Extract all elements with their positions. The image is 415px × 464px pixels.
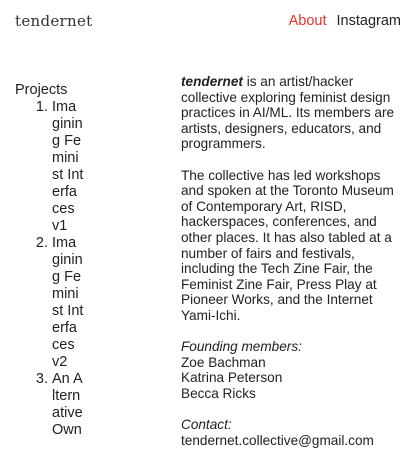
nav-instagram-link[interactable]: Instagram xyxy=(336,13,401,29)
top-nav xyxy=(283,13,401,29)
projects-list xyxy=(15,99,85,439)
project-link-ifi-v1[interactable]: Imagining Feminist Interfaces v1 xyxy=(52,99,84,234)
project-item xyxy=(15,235,85,371)
project-link-ifi-v2[interactable]: Imagining Feminist Interfaces v2 xyxy=(52,235,84,370)
projects-sidebar xyxy=(15,82,85,439)
contact-label: Contact: xyxy=(181,417,232,433)
founder-name: Katrina Peterson xyxy=(181,370,283,386)
project-link-alternative-own[interactable]: An Alternative Own xyxy=(52,371,83,438)
founders-block xyxy=(181,339,403,401)
about-content xyxy=(181,74,403,464)
project-number: 1 . xyxy=(15,99,48,235)
brand-name: tendernet xyxy=(181,74,243,89)
project-item xyxy=(15,371,85,439)
site-logo[interactable]: tendernet xyxy=(15,12,93,30)
history-paragraph: The collective has led workshops and spoken at the Toronto Museum of Contemporary Art, RISD, hackerspaces, conferences, and other places. It has also tabled at a number of fairs and festivals, including the Tech Zine Fair, the Feminist Zine Fair, Press Play at Pioneer Works, and the Internet Yami-Ichi. xyxy=(181,167,394,323)
nav-about-link[interactable]: About xyxy=(288,13,327,29)
intro-paragraph xyxy=(181,74,403,152)
contact-block xyxy=(181,417,403,448)
founder-name: Zoe Bachman xyxy=(181,354,266,370)
intro-text: is an artist/hacker collective exploring feminist design practices in AI/ML. Its members are artists, designers, educators, and programmers. xyxy=(181,74,395,152)
contact-email-link[interactable]: tendernet.collective@gmail.com xyxy=(181,432,374,448)
projects-heading: Projects xyxy=(15,82,68,98)
founder-name: Becca Ricks xyxy=(181,385,256,401)
project-number: 3 . xyxy=(15,371,48,439)
founders-label: Founding members: xyxy=(181,339,302,355)
project-number: 2 . xyxy=(15,235,48,371)
project-item xyxy=(15,99,85,235)
